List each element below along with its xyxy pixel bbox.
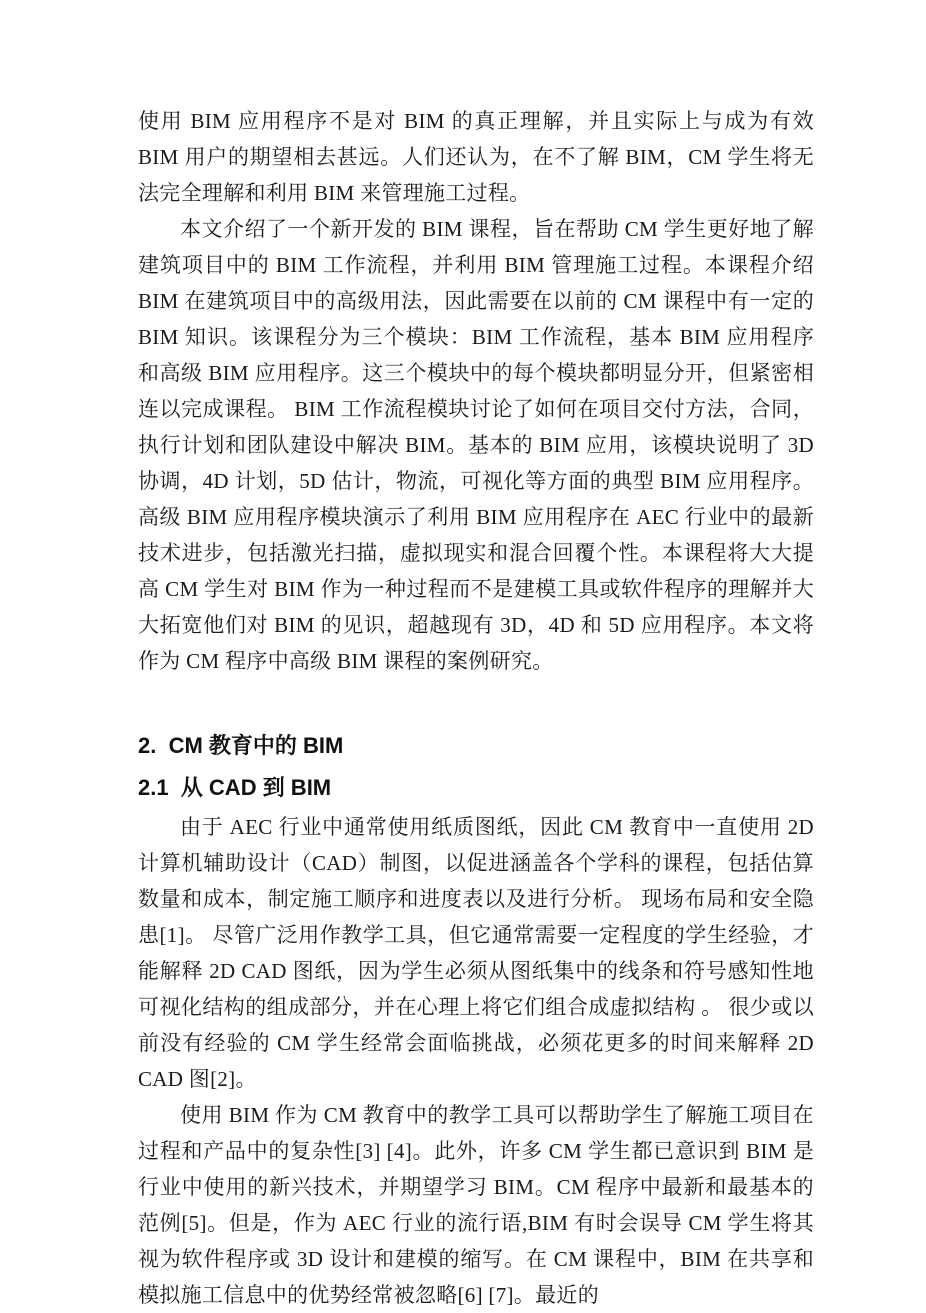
paragraph-bim-as-teaching-tool: 使用 BIM 作为 CM 教育中的教学工具可以帮助学生了解施工项目在过程和产品中的复杂性[3] [4]。此外，许多 CM 学生都已意识到 BIM 是行业中使用的新兴技术，并期望学习 BIM。CM 程序中最新和最基本的范例[5]。但是，作为 AEC 行业的流行语,BIM 有时会误导 CM 学生将其视为软件程序或 3D 设计和建模的缩写。在 CM 课程中，BIM 在共享和模拟施工信息中的优势经常被忽略[6] [7]。最近的: [138, 1103, 814, 1307]
paragraph-intro-continuation: 使用 BIM 应用程序不是对 BIM 的真正理解，并且实际上与成为有效 BIM 用户的期望相去甚远。人们还认为，在不了解 BIM，CM 学生将无法完全理解和利用 BIM 来管理施工过程。: [138, 109, 814, 205]
section-heading-bim-in-cm-education: 2. CM 教育中的 BIM: [138, 733, 344, 758]
paragraph-cad-in-cm-education: 由于 AEC 行业中通常使用纸质图纸，因此 CM 教育中一直使用 2D 计算机辅助设计（CAD）制图，以促进涵盖各个学科的课程，包括估算数量和成本，制定施工顺序和进度表以及进行分析。 现场布局和安全隐患[1]。 尽管广泛用作教学工具，但它通常需要一定程度的学生经验，才能解释 2D CAD 图纸，因为学生必须从图纸集中的线条和符号感知性地可视化结构的组成部分，并在心理上将它们组合成虚拟结构 。 很少或以前没有经验的 CM 学生经常会面临挑战，必须花更多的时间来解释 2D CAD 图[2]。: [138, 815, 814, 1091]
subsection-heading-from-cad-to-bim: 2.1 从 CAD 到 BIM: [138, 775, 332, 800]
paragraph-course-overview: 本文介绍了一个新开发的 BIM 课程，旨在帮助 CM 学生更好地了解建筑项目中的 BIM 工作流程，并利用 BIM 管理施工过程。本课程介绍 BIM 在建筑项目中的高级用法，因此需要在以前的 CM 课程中有一定的 BIM 知识。该课程分为三个模块：BIM 工作流程，基本 BIM 应用程序和高级 BIM 应用程序。这三个模块中的每个模块都明显分开，但紧密相连以完成课程。 BIM 工作流程模块讨论了如何在项目交付方法，合同，执行计划和团队建设中解决 BIM。基本的 BIM 应用，该模块说明了 3D 协调，4D 计划，5D 估计，物流，可视化等方面的典型 BIM 应用程序。高级 BIM 应用程序模块演示了利用 BIM 应用程序在 AEC 行业中的最新技术进步，包括激光扫描，虚拟现实和混合回覆个性。本课程将大大提高 CM 学生对 BIM 作为一种过程而不是建模工具或软件程序的理解并大大拓宽他们对 BIM 的见识，超越现有 3D，4D 和 5D 应用程序。本文将作为 CM 程序中高级 BIM 课程的案例研究。: [138, 217, 814, 673]
